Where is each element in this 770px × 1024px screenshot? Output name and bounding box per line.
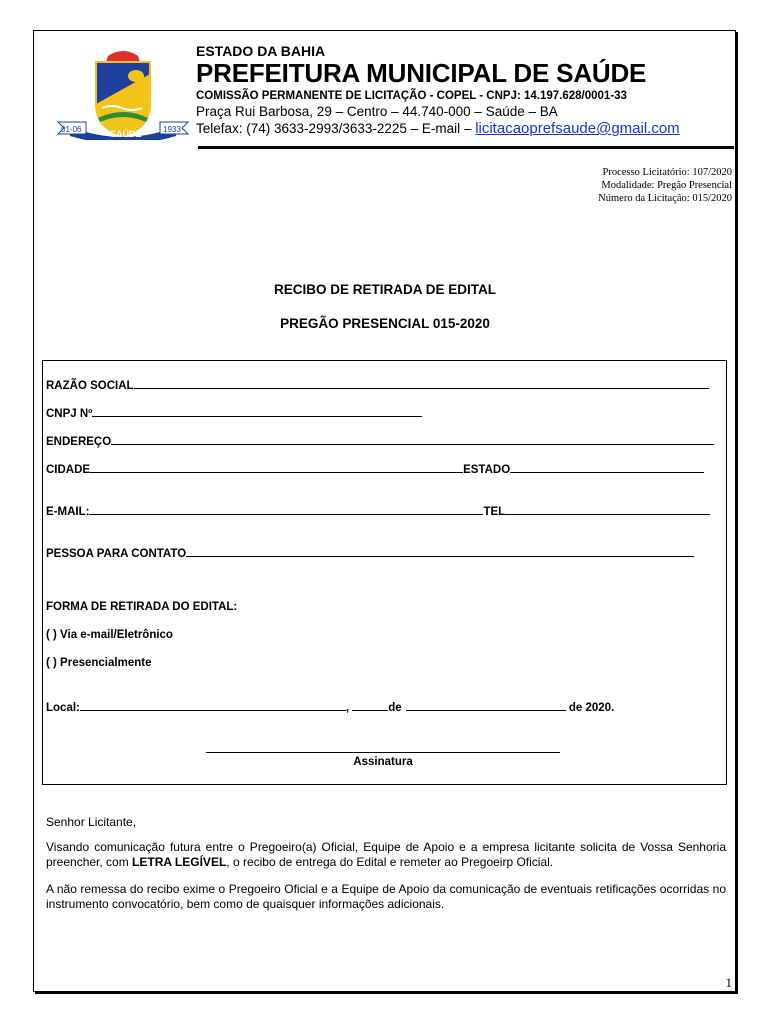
company-name-field[interactable]: [46, 377, 709, 392]
address-label: ENDEREÇO: [46, 436, 112, 448]
withdrawal-method-heading: FORMA DE RETIRADA DO EDITAL:: [46, 601, 238, 613]
commission-cnpj: COMISSÃO PERMANENTE DE LICITAÇÃO - COPEL - CNPJ: 14.197.628/0001-33: [196, 90, 627, 102]
crest-left-date: 01-06: [61, 125, 82, 134]
place-separator: ,: [345, 702, 353, 714]
company-name-label: RAZÃO SOCIAL: [46, 380, 134, 392]
crest-right-date: 1933: [163, 125, 181, 134]
receipt-form-box: [42, 360, 727, 785]
bid-number: Número da Licitação: 015/2020: [598, 193, 732, 204]
crest-banner: SAÚDE: [110, 129, 142, 139]
address-line: Praça Rui Barbosa, 29 – Centro – 44.740-000 – Saúde – BA: [196, 104, 558, 119]
tel-label: TEL: [483, 506, 506, 518]
option-in-person-checkbox[interactable]: ( ) Presencialmente: [46, 657, 152, 669]
greeting: Senhor Licitante,: [46, 815, 137, 829]
page-title: PREFEITURA MUNICIPAL DE SAÚDE: [196, 58, 647, 88]
process-number: Processo Licitatório: 107/2020: [602, 167, 732, 178]
document-subtitle: PREGÃO PRESENCIAL 015-2020: [280, 316, 490, 331]
email-link[interactable]: licitacaoprefsaude@gmail.com: [475, 120, 680, 137]
address-field[interactable]: [46, 433, 714, 448]
modality: Modalidade: Pregão Presencial: [601, 180, 732, 191]
place-label: Local:: [46, 702, 80, 714]
paragraph-1-emphasis: LETRA LEGÍVEL: [132, 855, 227, 869]
city-label: CIDADE: [46, 464, 91, 476]
state-name: ESTADO DA BAHIA: [196, 43, 326, 59]
page-number: 1: [725, 975, 732, 990]
contact-person-label: PESSOA PARA CONTATO: [46, 548, 187, 560]
date-year-label: de 2020.: [565, 702, 615, 714]
header-divider: [198, 146, 734, 149]
municipal-crest-logo: [56, 48, 190, 140]
place-date-field[interactable]: [46, 699, 614, 714]
paragraph-1-text-end: , o recibo de entrega do Edital e remeter ao Pregoeirp Oficial.: [226, 855, 554, 869]
contact-person-field[interactable]: [46, 545, 694, 560]
paragraph-2: A não remessa do recibo exime o Pregoeiro Oficial e a Equipe de Apoio da comunicação de eventuais retificações ocorridas no instrumento convocatório, bem como de quaisquer informações adicionais.: [46, 882, 726, 911]
cnpj-field[interactable]: [46, 405, 422, 420]
state-label: ESTADO: [463, 464, 511, 476]
process-info: [598, 166, 732, 205]
city-state-field[interactable]: [46, 461, 704, 476]
paragraph-1-text: Visando comunicação futura entre o Pregoeiro(a) Oficial, Equipe de Apoio e a empresa licitante solicita de Vossa Senhoria preencher, com: [46, 840, 726, 869]
signature-line[interactable]: [206, 752, 560, 753]
phone-line: [196, 120, 680, 137]
signature-label: Assinatura: [353, 756, 413, 768]
phone-text: Telefax: (74) 3633-2993/3633-2225 – E-mail –: [196, 121, 476, 136]
email-tel-field[interactable]: [46, 503, 710, 518]
paragraph-1: [46, 840, 726, 870]
option-email-checkbox[interactable]: ( ) Via e-mail/Eletrônico: [46, 629, 173, 641]
cnpj-label: CNPJ Nº: [46, 408, 93, 420]
date-de-label: de: [388, 702, 402, 714]
document-title: RECIBO DE RETIRADA DE EDITAL: [273, 282, 496, 297]
email-label: E-MAIL:: [46, 506, 90, 518]
